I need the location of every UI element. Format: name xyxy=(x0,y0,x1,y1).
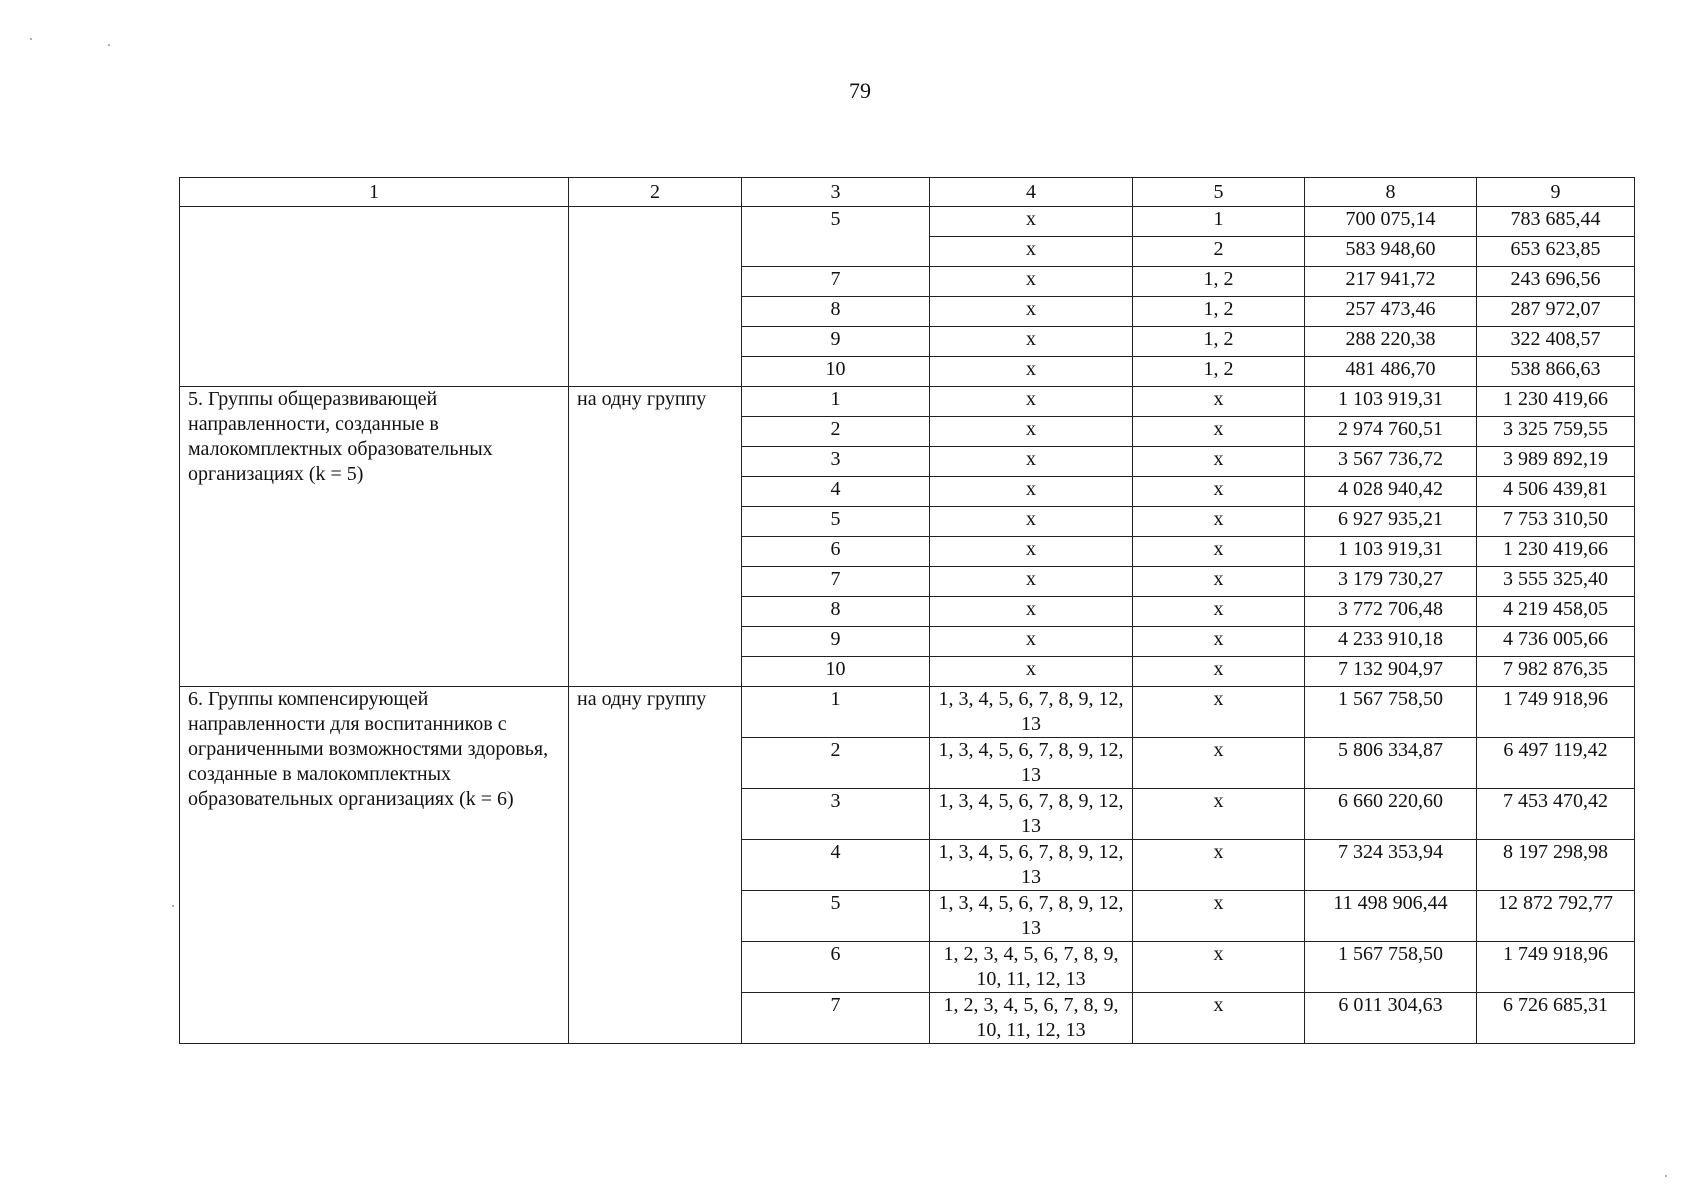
cell-col4: 1, 2, 3, 4, 5, 6, 7, 8, 9, 10, 11, 12, 13 xyxy=(930,942,1133,993)
cell-col8: 2 974 760,51 xyxy=(1305,417,1477,447)
row-label-cell xyxy=(180,207,569,387)
cell-col9: 7 453 470,42 xyxy=(1477,789,1635,840)
cell-col4: x xyxy=(930,417,1133,447)
cell-col3: 6 xyxy=(742,537,930,567)
header-cell: 8 xyxy=(1305,178,1477,207)
table-row xyxy=(180,387,1635,417)
cell-col3: 10 xyxy=(742,657,930,687)
cell-col3: 3 xyxy=(742,789,930,840)
cell-col8: 217 941,72 xyxy=(1305,267,1477,297)
cell-col3: 2 xyxy=(742,417,930,447)
cell-col8: 1 567 758,50 xyxy=(1305,687,1477,738)
cell-col8: 3 772 706,48 xyxy=(1305,597,1477,627)
cell-col5: x xyxy=(1133,789,1305,840)
cell-col8: 288 220,38 xyxy=(1305,327,1477,357)
table-row xyxy=(180,687,1635,738)
cell-col9: 7 982 876,35 xyxy=(1477,657,1635,687)
header-cell: 2 xyxy=(569,178,742,207)
cell-col4: x xyxy=(930,207,1133,237)
cell-col3: 4 xyxy=(742,840,930,891)
cell-col3: 1 xyxy=(742,387,930,417)
cell-col5: x xyxy=(1133,891,1305,942)
cell-col3: 4 xyxy=(742,477,930,507)
cell-col9: 1 230 419,66 xyxy=(1477,537,1635,567)
cell-col3: 2 xyxy=(742,738,930,789)
header-cell: 9 xyxy=(1477,178,1635,207)
cell-col5: x xyxy=(1133,447,1305,477)
cell-col5: x xyxy=(1133,387,1305,417)
cell-col5: x xyxy=(1133,567,1305,597)
cell-col3: 8 xyxy=(742,597,930,627)
cell-col9: 1 749 918,96 xyxy=(1477,687,1635,738)
cell-col8: 11 498 906,44 xyxy=(1305,891,1477,942)
cell-col9: 1 230 419,66 xyxy=(1477,387,1635,417)
cell-col3: 5 xyxy=(742,507,930,537)
cell-col3: 5 xyxy=(742,891,930,942)
data-table xyxy=(179,177,1635,1044)
unit-cell xyxy=(569,207,742,387)
scan-speck xyxy=(30,38,32,40)
cell-col4: 1, 3, 4, 5, 6, 7, 8, 9, 12, 13 xyxy=(930,738,1133,789)
header-cell: 4 xyxy=(930,178,1133,207)
cell-col4: x xyxy=(930,507,1133,537)
cell-col8: 7 324 353,94 xyxy=(1305,840,1477,891)
cell-col3: 8 xyxy=(742,297,930,327)
table-row xyxy=(180,207,1635,237)
cell-col5: x xyxy=(1133,738,1305,789)
cell-col8: 6 011 304,63 xyxy=(1305,993,1477,1044)
cell-col5: x xyxy=(1133,627,1305,657)
cell-col5: x xyxy=(1133,687,1305,738)
cell-col9: 4 736 005,66 xyxy=(1477,627,1635,657)
cell-col8: 3 567 736,72 xyxy=(1305,447,1477,477)
cell-col5: x xyxy=(1133,537,1305,567)
cell-col4: x xyxy=(930,627,1133,657)
cell-col9: 653 623,85 xyxy=(1477,237,1635,267)
cell-col9: 4 506 439,81 xyxy=(1477,477,1635,507)
cell-col8: 1 103 919,31 xyxy=(1305,387,1477,417)
header-row xyxy=(180,178,1635,207)
cell-col5: 1, 2 xyxy=(1133,357,1305,387)
cell-col5: x xyxy=(1133,840,1305,891)
cell-col5: x xyxy=(1133,417,1305,447)
cell-col4: 1, 3, 4, 5, 6, 7, 8, 9, 12, 13 xyxy=(930,789,1133,840)
cell-col3: 6 xyxy=(742,942,930,993)
cell-col5: x xyxy=(1133,657,1305,687)
cell-col3: 7 xyxy=(742,267,930,297)
cell-col8: 1 567 758,50 xyxy=(1305,942,1477,993)
cell-col5: 1 xyxy=(1133,207,1305,237)
cell-col5: 1, 2 xyxy=(1133,327,1305,357)
cell-col3: 7 xyxy=(742,567,930,597)
cell-col4: x xyxy=(930,447,1133,477)
cell-col9: 1 749 918,96 xyxy=(1477,942,1635,993)
cell-col5: x xyxy=(1133,507,1305,537)
cell-col9: 7 753 310,50 xyxy=(1477,507,1635,537)
unit-cell: на одну группу xyxy=(569,687,742,1044)
cell-col9: 8 197 298,98 xyxy=(1477,840,1635,891)
cell-col3: 9 xyxy=(742,327,930,357)
cell-col5: x xyxy=(1133,993,1305,1044)
cell-col3: 7 xyxy=(742,993,930,1044)
cell-col3: 10 xyxy=(742,357,930,387)
cell-col8: 4 233 910,18 xyxy=(1305,627,1477,657)
cell-col8: 257 473,46 xyxy=(1305,297,1477,327)
unit-cell: на одну группу xyxy=(569,387,742,687)
cell-col4: x xyxy=(930,477,1133,507)
cell-col4: x xyxy=(930,597,1133,627)
cell-col9: 538 866,63 xyxy=(1477,357,1635,387)
cell-col4: x xyxy=(930,297,1133,327)
cell-col8: 5 806 334,87 xyxy=(1305,738,1477,789)
cell-col4: x xyxy=(930,387,1133,417)
cell-col9: 243 696,56 xyxy=(1477,267,1635,297)
scan-speck xyxy=(1665,1175,1667,1177)
page-number: 79 xyxy=(849,78,871,103)
cell-col4: 1, 3, 4, 5, 6, 7, 8, 9, 12, 13 xyxy=(930,687,1133,738)
cell-col4: x xyxy=(930,567,1133,597)
cell-col4: x xyxy=(930,357,1133,387)
row-label-cell: 5. Группы общеразвивающей направленности, созданные в малокомплектных образовательных организациях (k = 5) xyxy=(180,387,569,687)
row-label-cell: 6. Группы компенсирующей направленности для воспитанников с ограниченными возможностями здоровья, созданные в малокомплектных образовательных организациях (k = 6) xyxy=(180,687,569,1044)
cell-col3: 1 xyxy=(742,687,930,738)
cell-col4: x xyxy=(930,327,1133,357)
cell-col5: 2 xyxy=(1133,237,1305,267)
cell-col5: x xyxy=(1133,477,1305,507)
cell-col4: x xyxy=(930,237,1133,267)
cell-col9: 3 325 759,55 xyxy=(1477,417,1635,447)
cell-col9: 3 555 325,40 xyxy=(1477,567,1635,597)
cell-col9: 287 972,07 xyxy=(1477,297,1635,327)
cell-col9: 6 726 685,31 xyxy=(1477,993,1635,1044)
cell-col5: x xyxy=(1133,597,1305,627)
cell-col5: 1, 2 xyxy=(1133,297,1305,327)
cell-col8: 3 179 730,27 xyxy=(1305,567,1477,597)
cell-col9: 322 408,57 xyxy=(1477,327,1635,357)
cell-col9: 3 989 892,19 xyxy=(1477,447,1635,477)
header-cell: 1 xyxy=(180,178,569,207)
cell-col4: x xyxy=(930,657,1133,687)
scan-speck xyxy=(108,44,110,46)
cell-col8: 6 927 935,21 xyxy=(1305,507,1477,537)
cell-col3: 9 xyxy=(742,627,930,657)
cell-col8: 6 660 220,60 xyxy=(1305,789,1477,840)
cell-col5: 1, 2 xyxy=(1133,267,1305,297)
cell-col8: 700 075,14 xyxy=(1305,207,1477,237)
cell-col8: 7 132 904,97 xyxy=(1305,657,1477,687)
cell-col8: 1 103 919,31 xyxy=(1305,537,1477,567)
header-cell: 3 xyxy=(742,178,930,207)
cell-col5: x xyxy=(1133,942,1305,993)
cell-col4: 1, 2, 3, 4, 5, 6, 7, 8, 9, 10, 11, 12, 13 xyxy=(930,993,1133,1044)
scan-speck xyxy=(172,905,174,907)
cell-col4: x xyxy=(930,537,1133,567)
cell-col3: 3 xyxy=(742,447,930,477)
cell-col9: 4 219 458,05 xyxy=(1477,597,1635,627)
cell-col8: 583 948,60 xyxy=(1305,237,1477,267)
cell-col8: 481 486,70 xyxy=(1305,357,1477,387)
cell-col9: 12 872 792,77 xyxy=(1477,891,1635,942)
cell-col4: 1, 3, 4, 5, 6, 7, 8, 9, 12, 13 xyxy=(930,891,1133,942)
cell-col4: 1, 3, 4, 5, 6, 7, 8, 9, 12, 13 xyxy=(930,840,1133,891)
cell-col4: x xyxy=(930,267,1133,297)
cell-col3: 5 xyxy=(742,207,930,267)
cell-col9: 783 685,44 xyxy=(1477,207,1635,237)
header-cell: 5 xyxy=(1133,178,1305,207)
cell-col8: 4 028 940,42 xyxy=(1305,477,1477,507)
cell-col9: 6 497 119,42 xyxy=(1477,738,1635,789)
